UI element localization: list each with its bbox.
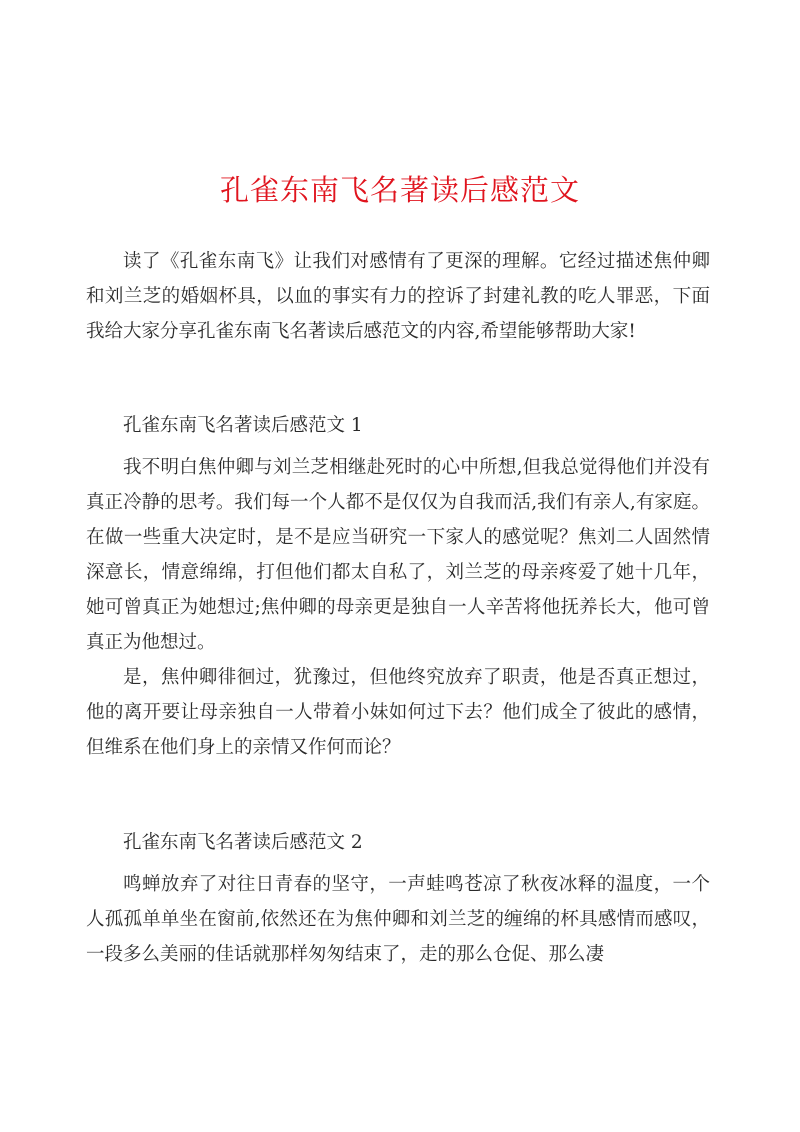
section-1-paragraph-2: 是，焦仲卿徘徊过，犹豫过，但他终究放弃了职责，他是否真正想过，他的离开要让母亲独自一人带着小妹如何过下去？他们成全了彼此的感情，但维系在他们身上的亲情又作何而论？ <box>86 667 710 758</box>
intro-block <box>86 244 710 349</box>
intro-paragraph: 读了《孔雀东南飞》让我们对感情有了更深的理解。它经过描述焦仲卿和刘兰芝的婚姻杯具，以血的事实有力的控诉了封建礼教的吃人罪恶，下面我给大家分享孔雀东南飞名著读后感范文的内容,希望能够帮助大家! <box>86 251 710 342</box>
section-1-heading: 孔雀东南飞名著读后感范文 1 <box>123 415 363 436</box>
section-2-paragraph-1: 鸣蝉放弃了对往日青春的坚守，一声蛙鸣苍凉了秋夜冰释的温度，一个人孤孤单单坐在窗前,依然还在为焦仲卿和刘兰芝的缠绵的杯具感情而感叹，一段多么美丽的佳话就那样匆匆结束了，走的那么仓促、那么凄 <box>86 874 710 965</box>
document-title: 孔雀东南飞名著读后感范文 <box>219 173 580 207</box>
section-1-body <box>86 450 710 765</box>
section-2-body <box>86 867 710 972</box>
section-2-heading: 孔雀东南飞名著读后感范文 2 <box>123 832 363 853</box>
section-1-heading-block <box>86 408 710 443</box>
section-2-heading-block <box>86 825 710 860</box>
section-1-paragraph-1: 我不明白焦仲卿与刘兰芝相继赴死时的心中所想,但我总觉得他们并没有真正冷静的思考。我们每一个人都不是仅仅为自我而活,我们有亲人,有家庭。在做一些重大决定时，是不是应当研究一下家人的感觉呢？焦刘二人固然情深意长，情意绵绵，打但他们都太自私了，刘兰芝的母亲疼爱了她十几年，她可曾真正为她想过;焦仲卿的母亲更是独自一人辛苦将他抚养长大，他可曾真正为他想过。 <box>86 457 710 653</box>
